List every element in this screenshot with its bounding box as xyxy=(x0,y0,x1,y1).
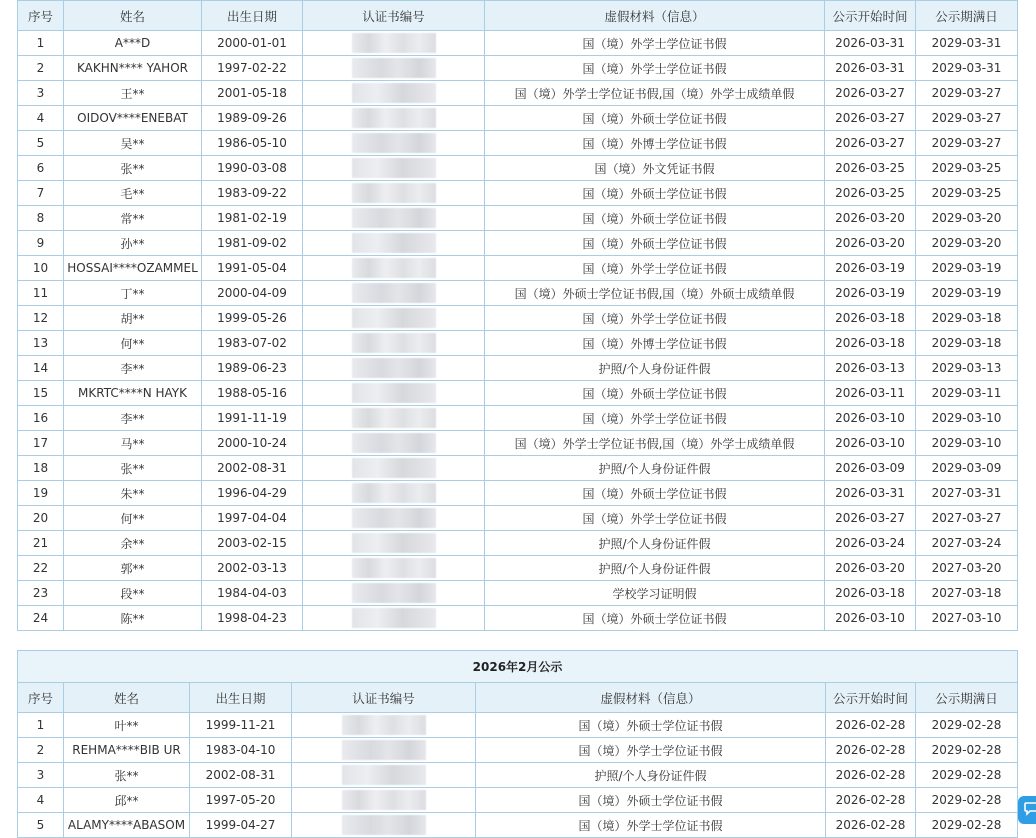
table-row xyxy=(18,181,1018,206)
cell-index: 1 xyxy=(18,31,64,56)
cell-birthdate: 1981-09-02 xyxy=(202,231,303,256)
header-certificate-number: 认证书编号 xyxy=(292,683,476,713)
cell-certificate-number xyxy=(303,81,485,106)
cell-index: 6 xyxy=(18,156,64,181)
cell-certificate-number xyxy=(292,813,476,838)
cell-certificate-number xyxy=(292,788,476,813)
cell-index: 5 xyxy=(18,131,64,156)
cell-notice-start: 2026-03-18 xyxy=(825,306,916,331)
cell-notice-end: 2029-03-18 xyxy=(916,331,1018,356)
cell-false-material: 护照/个人身份证件假 xyxy=(485,556,825,581)
cell-false-material: 国（境）外学士学位证书假 xyxy=(485,256,825,281)
cell-name: 陈** xyxy=(64,606,202,631)
redacted-certificate-number xyxy=(352,483,436,503)
redacted-certificate-number xyxy=(352,533,436,553)
cell-name: OIDOV****ENEBAT xyxy=(64,106,202,131)
cell-birthdate: 1991-05-04 xyxy=(202,256,303,281)
redacted-certificate-number xyxy=(352,433,436,453)
cell-notice-end: 2029-03-19 xyxy=(916,281,1018,306)
header-false-material: 虚假材料（信息） xyxy=(485,1,825,31)
table-row xyxy=(18,713,1018,738)
table-row xyxy=(18,406,1018,431)
table-row xyxy=(18,456,1018,481)
cell-notice-start: 2026-03-27 xyxy=(825,106,916,131)
table-row xyxy=(18,581,1018,606)
cell-birthdate: 1997-02-22 xyxy=(202,56,303,81)
cell-notice-end: 2027-03-24 xyxy=(916,531,1018,556)
table-row xyxy=(18,131,1018,156)
cell-notice-start: 2026-03-25 xyxy=(825,181,916,206)
cell-false-material: 国（境）外硕士学位证书假 xyxy=(485,606,825,631)
cell-index: 13 xyxy=(18,331,64,356)
table-row xyxy=(18,56,1018,81)
cell-notice-start: 2026-03-11 xyxy=(825,381,916,406)
cell-index: 17 xyxy=(18,431,64,456)
cell-notice-end: 2029-03-20 xyxy=(916,231,1018,256)
redacted-certificate-number xyxy=(352,158,436,178)
cell-certificate-number xyxy=(303,131,485,156)
cell-certificate-number xyxy=(303,106,485,131)
cell-certificate-number xyxy=(303,231,485,256)
cell-birthdate: 1991-11-19 xyxy=(202,406,303,431)
cell-certificate-number xyxy=(303,431,485,456)
cell-notice-start: 2026-03-20 xyxy=(825,556,916,581)
cell-birthdate: 1999-04-27 xyxy=(190,813,292,838)
cell-notice-start: 2026-02-28 xyxy=(826,788,916,813)
cell-false-material: 国（境）外文凭证书假 xyxy=(485,156,825,181)
table-row xyxy=(18,256,1018,281)
cell-certificate-number xyxy=(303,581,485,606)
cell-notice-end: 2027-03-18 xyxy=(916,581,1018,606)
header-birthdate: 出生日期 xyxy=(202,1,303,31)
cell-notice-start: 2026-03-10 xyxy=(825,406,916,431)
cell-index: 19 xyxy=(18,481,64,506)
cell-name: 何** xyxy=(64,506,202,531)
cell-index: 14 xyxy=(18,356,64,381)
cell-birthdate: 1989-09-26 xyxy=(202,106,303,131)
cell-notice-end: 2029-03-13 xyxy=(916,356,1018,381)
cell-index: 15 xyxy=(18,381,64,406)
cell-notice-end: 2029-02-28 xyxy=(916,713,1018,738)
cell-index: 8 xyxy=(18,206,64,231)
cell-index: 18 xyxy=(18,456,64,481)
cell-certificate-number xyxy=(303,31,485,56)
table-row xyxy=(18,281,1018,306)
cell-name: 李** xyxy=(64,356,202,381)
cell-birthdate: 1983-09-22 xyxy=(202,181,303,206)
redacted-certificate-number xyxy=(352,308,436,328)
cell-notice-start: 2026-03-09 xyxy=(825,456,916,481)
cell-index: 11 xyxy=(18,281,64,306)
cell-certificate-number xyxy=(292,763,476,788)
cell-birthdate: 1989-06-23 xyxy=(202,356,303,381)
cell-birthdate: 2000-10-24 xyxy=(202,431,303,456)
cell-birthdate: 1983-07-02 xyxy=(202,331,303,356)
cell-birthdate: 2002-08-31 xyxy=(190,763,292,788)
cell-false-material: 国（境）外硕士学位证书假 xyxy=(485,181,825,206)
cell-certificate-number xyxy=(303,56,485,81)
cell-false-material: 国（境）外学士学位证书假 xyxy=(476,813,826,838)
cell-false-material: 护照/个人身份证件假 xyxy=(485,456,825,481)
cell-birthdate: 1984-04-03 xyxy=(202,581,303,606)
table-row xyxy=(18,481,1018,506)
cell-notice-start: 2026-03-18 xyxy=(825,581,916,606)
redacted-certificate-number xyxy=(352,133,436,153)
cell-index: 4 xyxy=(18,106,64,131)
cell-notice-start: 2026-03-20 xyxy=(825,206,916,231)
cell-index: 23 xyxy=(18,581,64,606)
cell-notice-end: 2029-03-09 xyxy=(916,456,1018,481)
table-header-row xyxy=(18,683,1018,713)
cell-notice-end: 2029-02-28 xyxy=(916,788,1018,813)
cell-name: 叶** xyxy=(64,713,190,738)
cell-notice-start: 2026-03-31 xyxy=(825,31,916,56)
cell-notice-end: 2029-02-28 xyxy=(916,813,1018,838)
cell-birthdate: 1999-05-26 xyxy=(202,306,303,331)
cell-notice-end: 2029-03-25 xyxy=(916,181,1018,206)
cell-false-material: 护照/个人身份证件假 xyxy=(476,763,826,788)
redacted-certificate-number xyxy=(352,208,436,228)
table-row xyxy=(18,231,1018,256)
table-row xyxy=(18,738,1018,763)
cell-false-material: 护照/个人身份证件假 xyxy=(485,356,825,381)
cell-name: KAKHN**** YAHOR xyxy=(64,56,202,81)
cell-index: 16 xyxy=(18,406,64,431)
cell-notice-start: 2026-03-18 xyxy=(825,331,916,356)
cell-false-material: 国（境）外学士学位证书假 xyxy=(485,506,825,531)
cell-notice-end: 2029-03-11 xyxy=(916,381,1018,406)
cell-false-material: 护照/个人身份证件假 xyxy=(485,531,825,556)
table-row xyxy=(18,606,1018,631)
table-row xyxy=(18,81,1018,106)
cell-notice-start: 2026-03-19 xyxy=(825,256,916,281)
redacted-certificate-number xyxy=(352,583,436,603)
cell-notice-end: 2029-03-10 xyxy=(916,431,1018,456)
redacted-certificate-number xyxy=(342,765,426,785)
cell-false-material: 国（境）外硕士学位证书假 xyxy=(476,713,826,738)
cell-index: 1 xyxy=(18,713,64,738)
cell-index: 2 xyxy=(18,56,64,81)
redacted-certificate-number xyxy=(352,383,436,403)
cell-notice-start: 2026-03-10 xyxy=(825,431,916,456)
cell-name: 吴** xyxy=(64,131,202,156)
cell-certificate-number xyxy=(303,406,485,431)
cell-notice-start: 2026-02-28 xyxy=(826,738,916,763)
redacted-certificate-number xyxy=(352,408,436,428)
redacted-certificate-number xyxy=(352,508,436,528)
cell-notice-end: 2029-03-10 xyxy=(916,406,1018,431)
cell-false-material: 国（境）外学士学位证书假,国（境）外学士成绩单假 xyxy=(485,431,825,456)
header-index: 序号 xyxy=(18,1,64,31)
table-row xyxy=(18,356,1018,381)
cell-notice-start: 2026-03-13 xyxy=(825,356,916,381)
cell-birthdate: 1997-04-04 xyxy=(202,506,303,531)
table-row xyxy=(18,506,1018,531)
cell-birthdate: 1996-04-29 xyxy=(202,481,303,506)
cell-index: 7 xyxy=(18,181,64,206)
header-birthdate: 出生日期 xyxy=(190,683,292,713)
table-row xyxy=(18,556,1018,581)
cell-notice-end: 2029-03-27 xyxy=(916,131,1018,156)
header-name: 姓名 xyxy=(64,1,202,31)
cell-certificate-number xyxy=(303,506,485,531)
header-name: 姓名 xyxy=(64,683,190,713)
cell-notice-start: 2026-03-10 xyxy=(825,606,916,631)
cell-certificate-number xyxy=(303,281,485,306)
cell-certificate-number xyxy=(292,713,476,738)
cell-name: 王** xyxy=(64,81,202,106)
cell-notice-end: 2029-02-28 xyxy=(916,738,1018,763)
cell-index: 20 xyxy=(18,506,64,531)
cell-birthdate: 1983-04-10 xyxy=(190,738,292,763)
cell-name: 郭** xyxy=(64,556,202,581)
cell-false-material: 国（境）外硕士学位证书假 xyxy=(476,788,826,813)
cell-notice-end: 2027-03-31 xyxy=(916,481,1018,506)
cell-false-material: 国（境）外硕士学位证书假,国（境）外硕士成绩单假 xyxy=(485,281,825,306)
cell-birthdate: 2000-01-01 xyxy=(202,31,303,56)
cell-certificate-number xyxy=(303,456,485,481)
table-row xyxy=(18,106,1018,131)
cell-index: 4 xyxy=(18,788,64,813)
redacted-certificate-number xyxy=(352,33,436,53)
cell-name: 张** xyxy=(64,456,202,481)
cell-birthdate: 2002-08-31 xyxy=(202,456,303,481)
cell-index: 2 xyxy=(18,738,64,763)
cell-name: 张** xyxy=(64,763,190,788)
cell-false-material: 国（境）外硕士学位证书假 xyxy=(485,231,825,256)
cell-index: 3 xyxy=(18,763,64,788)
cell-notice-end: 2029-03-31 xyxy=(916,56,1018,81)
table-row xyxy=(18,788,1018,813)
cell-notice-start: 2026-03-27 xyxy=(825,506,916,531)
table-row xyxy=(18,431,1018,456)
cell-certificate-number xyxy=(292,738,476,763)
cell-notice-end: 2027-03-27 xyxy=(916,506,1018,531)
cell-notice-end: 2029-03-27 xyxy=(916,106,1018,131)
cell-index: 3 xyxy=(18,81,64,106)
cell-certificate-number xyxy=(303,256,485,281)
cell-name: 何** xyxy=(64,331,202,356)
cell-notice-start: 2026-03-31 xyxy=(825,56,916,81)
table-row xyxy=(18,306,1018,331)
cell-notice-start: 2026-02-28 xyxy=(826,763,916,788)
cell-birthdate: 2002-03-13 xyxy=(202,556,303,581)
table-row xyxy=(18,381,1018,406)
feedback-icon xyxy=(1023,800,1036,820)
cell-notice-start: 2026-03-25 xyxy=(825,156,916,181)
cell-index: 24 xyxy=(18,606,64,631)
cell-notice-end: 2029-03-25 xyxy=(916,156,1018,181)
cell-certificate-number xyxy=(303,331,485,356)
cell-certificate-number xyxy=(303,356,485,381)
cell-certificate-number xyxy=(303,481,485,506)
cell-name: 马** xyxy=(64,431,202,456)
cell-certificate-number xyxy=(303,531,485,556)
cell-notice-end: 2029-03-31 xyxy=(916,31,1018,56)
cell-false-material: 学校学习证明假 xyxy=(485,581,825,606)
redacted-certificate-number xyxy=(352,283,436,303)
redacted-certificate-number xyxy=(352,183,436,203)
cell-false-material: 国（境）外硕士学位证书假 xyxy=(485,106,825,131)
table-row xyxy=(18,156,1018,181)
cell-name: 毛** xyxy=(64,181,202,206)
redacted-certificate-number xyxy=(352,58,436,78)
table-row xyxy=(18,813,1018,838)
redacted-certificate-number xyxy=(352,258,436,278)
cell-birthdate: 1997-05-20 xyxy=(190,788,292,813)
cell-notice-start: 2026-03-20 xyxy=(825,231,916,256)
cell-name: 张** xyxy=(64,156,202,181)
cell-birthdate: 2003-02-15 xyxy=(202,531,303,556)
cell-name: 孙** xyxy=(64,231,202,256)
header-notice-end: 公示期满日 xyxy=(916,683,1018,713)
redacted-certificate-number xyxy=(352,233,436,253)
cell-birthdate: 2000-04-09 xyxy=(202,281,303,306)
cell-false-material: 国（境）外博士学位证书假 xyxy=(485,331,825,356)
cell-name: ALAMY****ABASOM xyxy=(64,813,190,838)
notice-table-february xyxy=(17,650,1018,838)
feedback-float-button[interactable] xyxy=(1018,796,1036,824)
cell-name: 常** xyxy=(64,206,202,231)
table-row xyxy=(18,206,1018,231)
redacted-certificate-number xyxy=(342,790,426,810)
notice-table-march xyxy=(17,0,1018,631)
cell-birthdate: 1988-05-16 xyxy=(202,381,303,406)
cell-index: 12 xyxy=(18,306,64,331)
redacted-certificate-number xyxy=(352,333,436,353)
cell-index: 21 xyxy=(18,531,64,556)
cell-false-material: 国（境）外学士学位证书假,国（境）外学士成绩单假 xyxy=(485,81,825,106)
cell-index: 10 xyxy=(18,256,64,281)
cell-name: 朱** xyxy=(64,481,202,506)
cell-notice-start: 2026-03-27 xyxy=(825,81,916,106)
cell-false-material: 国（境）外硕士学位证书假 xyxy=(485,481,825,506)
cell-certificate-number xyxy=(303,181,485,206)
cell-index: 9 xyxy=(18,231,64,256)
cell-certificate-number xyxy=(303,606,485,631)
header-false-material: 虚假材料（信息） xyxy=(476,683,826,713)
cell-name: 段** xyxy=(64,581,202,606)
cell-name: A***D xyxy=(64,31,202,56)
cell-notice-end: 2029-03-19 xyxy=(916,256,1018,281)
cell-notice-start: 2026-03-24 xyxy=(825,531,916,556)
cell-name: 邱** xyxy=(64,788,190,813)
table-caption: 2026年2月公示 xyxy=(18,651,1018,683)
cell-certificate-number xyxy=(303,556,485,581)
cell-false-material: 国（境）外博士学位证书假 xyxy=(485,131,825,156)
table-row xyxy=(18,31,1018,56)
cell-name: 胡** xyxy=(64,306,202,331)
cell-name: REHMA****BIB UR xyxy=(64,738,190,763)
header-notice-end: 公示期满日 xyxy=(916,1,1018,31)
cell-false-material: 国（境）外学士学位证书假 xyxy=(485,56,825,81)
cell-index: 22 xyxy=(18,556,64,581)
redacted-certificate-number xyxy=(352,558,436,578)
cell-false-material: 国（境）外学士学位证书假 xyxy=(476,738,826,763)
table-row xyxy=(18,331,1018,356)
cell-false-material: 国（境）外硕士学位证书假 xyxy=(485,206,825,231)
redacted-certificate-number xyxy=(352,608,436,628)
cell-birthdate: 1998-04-23 xyxy=(202,606,303,631)
header-certificate-number: 认证书编号 xyxy=(303,1,485,31)
table-row xyxy=(18,763,1018,788)
cell-name: 李** xyxy=(64,406,202,431)
cell-index: 5 xyxy=(18,813,64,838)
cell-name: MKRTC****N HAYK xyxy=(64,381,202,406)
table-row xyxy=(18,531,1018,556)
redacted-certificate-number xyxy=(352,108,436,128)
cell-notice-end: 2027-03-10 xyxy=(916,606,1018,631)
header-notice-start: 公示开始时间 xyxy=(825,1,916,31)
redacted-certificate-number xyxy=(352,458,436,478)
cell-notice-start: 2026-03-19 xyxy=(825,281,916,306)
cell-birthdate: 1990-03-08 xyxy=(202,156,303,181)
cell-birthdate: 1986-05-10 xyxy=(202,131,303,156)
cell-notice-end: 2027-03-20 xyxy=(916,556,1018,581)
cell-notice-start: 2026-03-27 xyxy=(825,131,916,156)
cell-notice-start: 2026-02-28 xyxy=(826,813,916,838)
redacted-certificate-number xyxy=(352,83,436,103)
cell-name: 余** xyxy=(64,531,202,556)
cell-false-material: 国（境）外硕士学位证书假 xyxy=(485,381,825,406)
cell-notice-start: 2026-03-31 xyxy=(825,481,916,506)
redacted-certificate-number xyxy=(352,358,436,378)
cell-false-material: 国（境）外学士学位证书假 xyxy=(485,406,825,431)
cell-notice-end: 2029-03-27 xyxy=(916,81,1018,106)
redacted-certificate-number xyxy=(342,740,426,760)
table-header-row xyxy=(18,1,1018,31)
header-notice-start: 公示开始时间 xyxy=(826,683,916,713)
cell-certificate-number xyxy=(303,381,485,406)
cell-notice-end: 2029-03-18 xyxy=(916,306,1018,331)
cell-notice-end: 2029-02-28 xyxy=(916,763,1018,788)
cell-certificate-number xyxy=(303,156,485,181)
header-index: 序号 xyxy=(18,683,64,713)
cell-false-material: 国（境）外学士学位证书假 xyxy=(485,306,825,331)
redacted-certificate-number xyxy=(342,715,426,735)
cell-birthdate: 1999-11-21 xyxy=(190,713,292,738)
redacted-certificate-number xyxy=(342,815,426,835)
cell-notice-start: 2026-02-28 xyxy=(826,713,916,738)
cell-notice-end: 2029-03-20 xyxy=(916,206,1018,231)
cell-certificate-number xyxy=(303,306,485,331)
cell-birthdate: 1981-02-19 xyxy=(202,206,303,231)
cell-birthdate: 2001-05-18 xyxy=(202,81,303,106)
cell-certificate-number xyxy=(303,206,485,231)
cell-name: HOSSAI****OZAMMEL xyxy=(64,256,202,281)
cell-false-material: 国（境）外学士学位证书假 xyxy=(485,31,825,56)
cell-name: 丁** xyxy=(64,281,202,306)
